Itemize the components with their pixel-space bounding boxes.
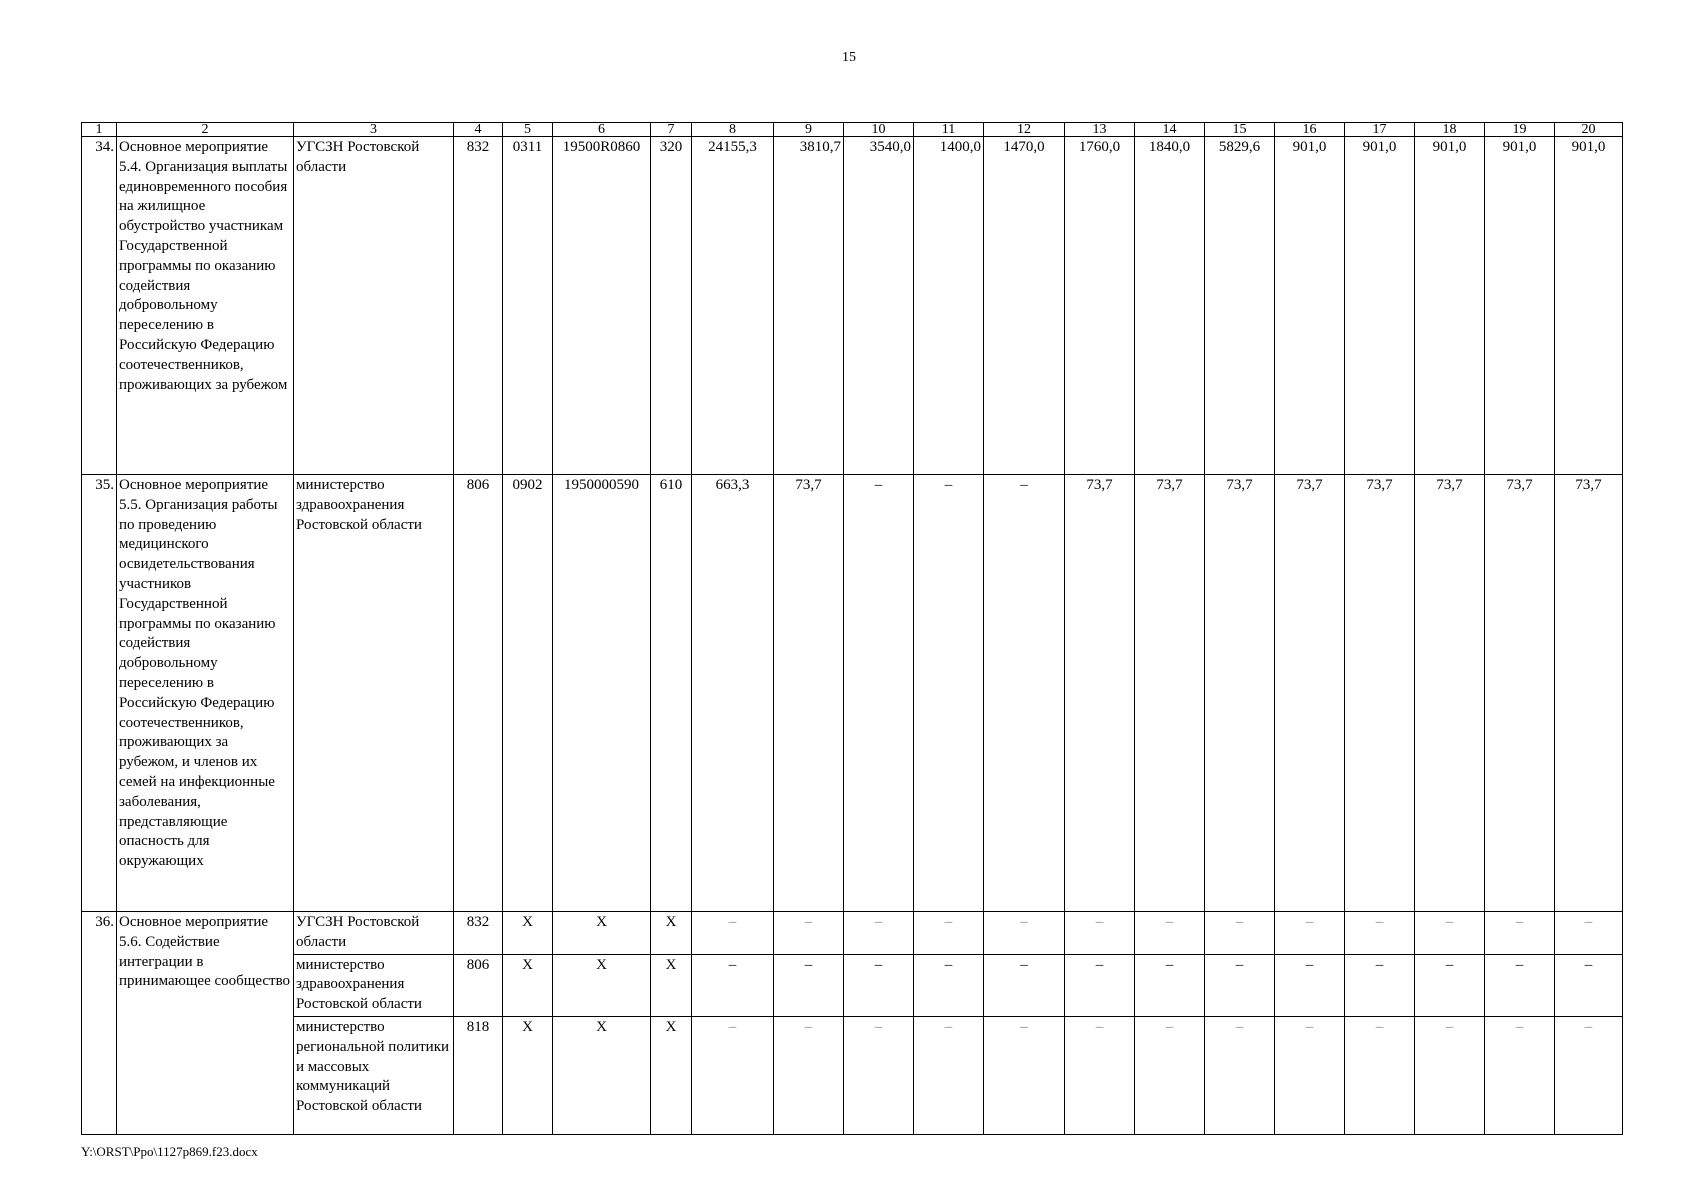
col-header: 3: [294, 123, 454, 137]
value-cell: –: [1485, 912, 1555, 955]
col-header: 11: [914, 123, 984, 137]
table-row: [82, 1016, 1623, 1134]
value-cell: –: [1135, 1016, 1205, 1134]
executor: министерство здравоохранения Ростовской области: [294, 954, 454, 1016]
value-cell: –: [1135, 912, 1205, 955]
vr-code: Х: [651, 954, 692, 1016]
csr-code: Х: [553, 954, 651, 1016]
table-row: [82, 137, 1623, 475]
value-cell: –: [914, 954, 984, 1016]
col-header: 19: [1485, 123, 1555, 137]
value-cell: 73,7: [1345, 475, 1415, 912]
value-cell: 73,7: [1485, 475, 1555, 912]
value-cell: –: [984, 1016, 1065, 1134]
col-header: 14: [1135, 123, 1205, 137]
value-cell: 73,7: [1065, 475, 1135, 912]
csr-code: 19500R0860: [553, 137, 651, 475]
value-cell: –: [1205, 912, 1275, 955]
rzpr-code: 0902: [503, 475, 553, 912]
col-header: 18: [1415, 123, 1485, 137]
row-number: 35.: [82, 475, 117, 912]
value-cell: –: [844, 954, 914, 1016]
value-cell: –: [984, 954, 1065, 1016]
file-path-footer: Y:\ORST\Ppo\1127p869.f23.docx: [81, 1144, 258, 1159]
table-row: [82, 475, 1623, 912]
value-cell: –: [692, 1016, 774, 1134]
value-cell: 5829,6: [1205, 137, 1275, 475]
value-cell: 73,7: [1275, 475, 1345, 912]
value-cell: 73,7: [1135, 475, 1205, 912]
value-cell: –: [1275, 954, 1345, 1016]
vr-code: 320: [651, 137, 692, 475]
grbs-code: 832: [454, 912, 503, 955]
col-header: 12: [984, 123, 1065, 137]
value-cell: 73,7: [1415, 475, 1485, 912]
value-cell: 3540,0: [844, 137, 914, 475]
col-header: 1: [82, 123, 117, 137]
value-cell: –: [1065, 1016, 1135, 1134]
grbs-code: 806: [454, 954, 503, 1016]
rzpr-code: 0311: [503, 137, 553, 475]
rzpr-code: Х: [503, 1016, 553, 1134]
rzpr-code: Х: [503, 954, 553, 1016]
vr-code: Х: [651, 1016, 692, 1134]
col-header: 9: [774, 123, 844, 137]
value-cell: –: [914, 912, 984, 955]
col-header: 17: [1345, 123, 1415, 137]
table-row: [82, 954, 1623, 1016]
value-cell: 901,0: [1415, 137, 1485, 475]
col-header: 6: [553, 123, 651, 137]
value-cell: 663,3: [692, 475, 774, 912]
row-number: 34.: [82, 137, 117, 475]
executor: министерство здравоохранения Ростовской области: [294, 475, 454, 912]
value-cell: 73,7: [774, 475, 844, 912]
measure-name: Основное мероприятие 5.4. Организация выплаты единовременного пособия на жилищное обустройство участникам Государственной программы по оказанию содействия добровольному переселению в Российскую Федерацию соотечественников, проживающих за рубежом: [117, 137, 294, 475]
value-cell: –: [692, 912, 774, 955]
value-cell: –: [692, 954, 774, 1016]
executor: УГСЗН Ростовской области: [294, 912, 454, 955]
col-header: 8: [692, 123, 774, 137]
value-cell: 901,0: [1555, 137, 1623, 475]
value-cell: –: [984, 912, 1065, 955]
value-cell: –: [1415, 954, 1485, 1016]
value-cell: –: [774, 912, 844, 955]
value-cell: –: [1275, 912, 1345, 955]
measure-name: Основное мероприятие 5.5. Организация работы по проведению медицинского освидетельствования участников Государственной программы по оказанию содействия добровольному переселению в Российскую Федерацию соотечественников, проживающих за рубежом, и членов их семей на инфекционные заболевания, представляющие опасность для окружающих: [117, 475, 294, 912]
col-header: 4: [454, 123, 503, 137]
value-cell: –: [1555, 912, 1623, 955]
vr-code: 610: [651, 475, 692, 912]
col-header: 5: [503, 123, 553, 137]
rzpr-code: Х: [503, 912, 553, 955]
page-number: 15: [842, 50, 856, 65]
value-cell: –: [1485, 1016, 1555, 1134]
value-cell: –: [1345, 1016, 1415, 1134]
col-header: 13: [1065, 123, 1135, 137]
value-cell: –: [844, 912, 914, 955]
value-cell: 3810,7: [774, 137, 844, 475]
value-cell: –: [1415, 1016, 1485, 1134]
value-cell: –: [1065, 954, 1135, 1016]
grbs-code: 818: [454, 1016, 503, 1134]
value-cell: –: [914, 475, 984, 912]
executor: министерство региональной политики и массовых коммуникаций Ростовской области: [294, 1016, 454, 1134]
value-cell: 1760,0: [1065, 137, 1135, 475]
col-header: 15: [1205, 123, 1275, 137]
csr-code: 1950000590: [553, 475, 651, 912]
col-header: 2: [117, 123, 294, 137]
value-cell: –: [1345, 954, 1415, 1016]
col-header: 7: [651, 123, 692, 137]
value-cell: –: [1485, 954, 1555, 1016]
value-cell: –: [1415, 912, 1485, 955]
value-cell: –: [774, 954, 844, 1016]
value-cell: 901,0: [1275, 137, 1345, 475]
col-header: 16: [1275, 123, 1345, 137]
value-cell: 1400,0: [914, 137, 984, 475]
value-cell: –: [844, 1016, 914, 1134]
value-cell: –: [1345, 912, 1415, 955]
col-header: 20: [1555, 123, 1623, 137]
value-cell: –: [1065, 912, 1135, 955]
table-row: [82, 912, 1623, 955]
measure-name: Основное мероприятие 5.6. Содействие интеграции в принимающее сообщество: [117, 912, 294, 1135]
value-cell: 24155,3: [692, 137, 774, 475]
value-cell: 901,0: [1485, 137, 1555, 475]
value-cell: –: [1275, 1016, 1345, 1134]
value-cell: 73,7: [1555, 475, 1623, 912]
vr-code: Х: [651, 912, 692, 955]
value-cell: 901,0: [1345, 137, 1415, 475]
executor: УГСЗН Ростовской области: [294, 137, 454, 475]
value-cell: –: [844, 475, 914, 912]
value-cell: –: [914, 1016, 984, 1134]
header-row: [82, 123, 1623, 137]
budget-table: [81, 122, 1623, 1135]
value-cell: –: [1135, 954, 1205, 1016]
csr-code: Х: [553, 1016, 651, 1134]
value-cell: 1840,0: [1135, 137, 1205, 475]
grbs-code: 806: [454, 475, 503, 912]
value-cell: 1470,0: [984, 137, 1065, 475]
value-cell: –: [984, 475, 1065, 912]
row-number: 36.: [82, 912, 117, 1135]
csr-code: Х: [553, 912, 651, 955]
value-cell: –: [1555, 954, 1623, 1016]
value-cell: –: [1205, 954, 1275, 1016]
value-cell: 73,7: [1205, 475, 1275, 912]
value-cell: –: [1555, 1016, 1623, 1134]
grbs-code: 832: [454, 137, 503, 475]
value-cell: –: [1205, 1016, 1275, 1134]
col-header: 10: [844, 123, 914, 137]
value-cell: –: [774, 1016, 844, 1134]
